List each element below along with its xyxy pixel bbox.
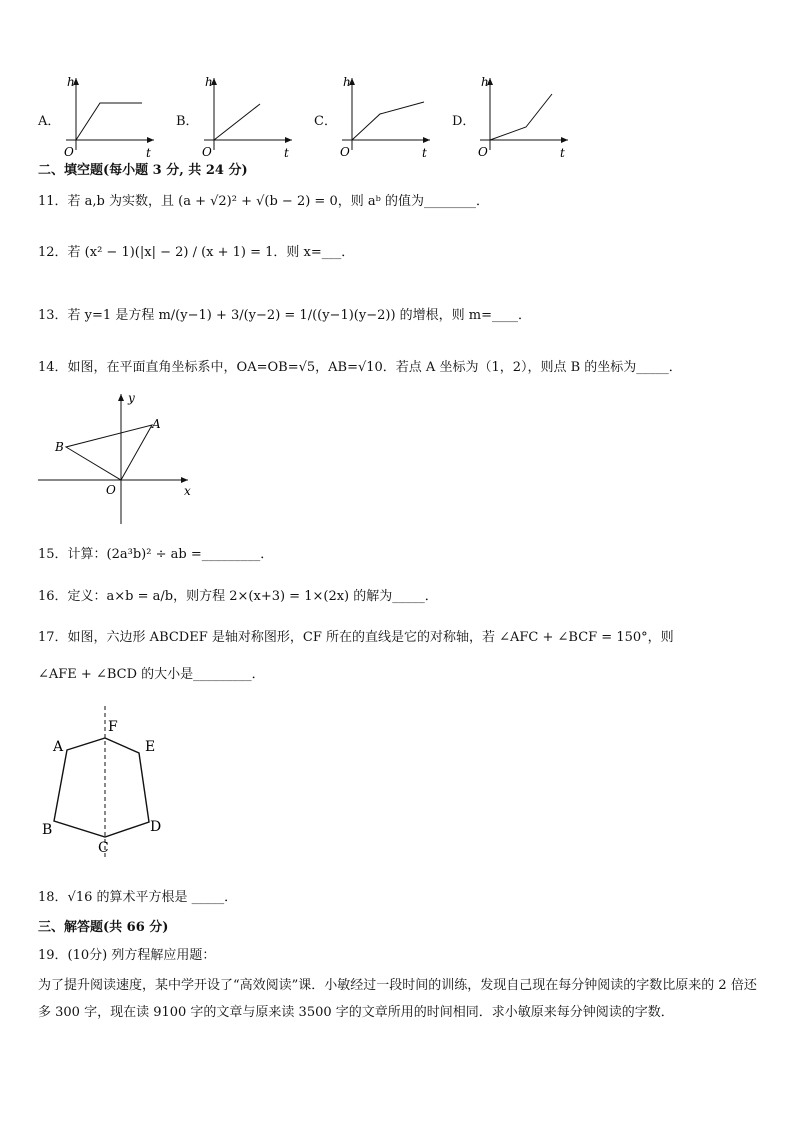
origin-label: O (202, 145, 212, 159)
t-axis-label: t (560, 146, 565, 160)
origin-label: O (340, 145, 350, 159)
section-fill-in-heading: 二、填空题(每小题 3 分, 共 24 分) (38, 163, 248, 178)
vertex-c-label: C (98, 840, 109, 856)
question-17-line1: 17．如图，六边形 ABCDEF 是轴对称图形，CF 所在的直线是它的对称轴，若 ∠AFC + ∠BCF = 150°，则 (38, 630, 674, 645)
question-11: 11．若 a,b 为实数，且 (a + √2)² + √(b − 2) = 0，则 aᵇ 的值为________． (38, 194, 489, 209)
section-solutions-heading: 三、解答题(共 66 分) (38, 920, 169, 935)
h-axis-label: h (481, 75, 489, 89)
origin-label: O (478, 145, 488, 159)
q17-hexagon-figure (38, 700, 178, 860)
vertex-f-label: F (108, 719, 118, 735)
point-a-label: A (152, 417, 161, 431)
question-19-body: 为了提升阅读速度，某中学开设了“高效阅读”课．小敏经过一段时间的训练，发现自己现在每分钟阅读的字数比原来的 2 倍还多 300 字，现在读 9100 字的文章与原来读 3500 字的文章所用的时间相同．求小敏原来每分钟阅读的字数． (38, 978, 757, 1020)
vertex-a-label: A (53, 739, 64, 755)
option-d-label: D． (452, 114, 476, 129)
option-a-label: A． (38, 114, 61, 129)
h-axis-label: h (343, 75, 351, 89)
t-axis-label: t (146, 146, 151, 160)
h-axis-label: h (205, 75, 213, 89)
option-a-graph (58, 72, 168, 162)
y-axis-label: y (128, 391, 135, 405)
origin-label: O (106, 483, 116, 497)
option-b-graph (196, 72, 306, 162)
q14-coordinate-figure (38, 390, 196, 528)
question-14: 14．如图，在平面直角坐标系中，OA=OB=√5，AB=√10．若点 A 坐标为（1，2），则点 B 的坐标为_____． (38, 360, 682, 375)
option-c-label: C． (314, 114, 337, 129)
question-13: 13．若 y=1 是方程 m/(y−1) + 3/(y−2) = 1/((y−1)(y−2)) 的增根，则 m=____． (38, 308, 532, 323)
vertex-b-label: B (42, 822, 53, 838)
h-axis-label: h (67, 75, 75, 89)
option-d-graph (472, 72, 582, 162)
option-b-label: B． (176, 114, 199, 129)
option-c-graph (334, 72, 444, 162)
question-19-title: 19．(10分) 列方程解应用题： (38, 948, 216, 963)
origin-label: O (64, 145, 74, 159)
question-15: 15．计算：(2a³b)² ÷ ab =_________． (38, 547, 274, 562)
question-18: 18．√16 的算术平方根是 _____． (38, 890, 238, 905)
question-12: 12．若 (x² − 1)(|x| − 2) / (x + 1) = 1．则 x=___． (38, 245, 355, 260)
question-17-line2: ∠AFE + ∠BCD 的大小是_________． (38, 667, 265, 682)
point-b-label: B (55, 440, 64, 454)
question-16: 16．定义：a×b = a/b，则方程 2×(x+3) = 1×(2x) 的解为_____． (38, 589, 438, 604)
t-axis-label: t (284, 146, 289, 160)
t-axis-label: t (422, 146, 427, 160)
x-axis-label: x (184, 484, 191, 498)
vertex-e-label: E (145, 739, 156, 755)
vertex-d-label: D (150, 819, 162, 835)
